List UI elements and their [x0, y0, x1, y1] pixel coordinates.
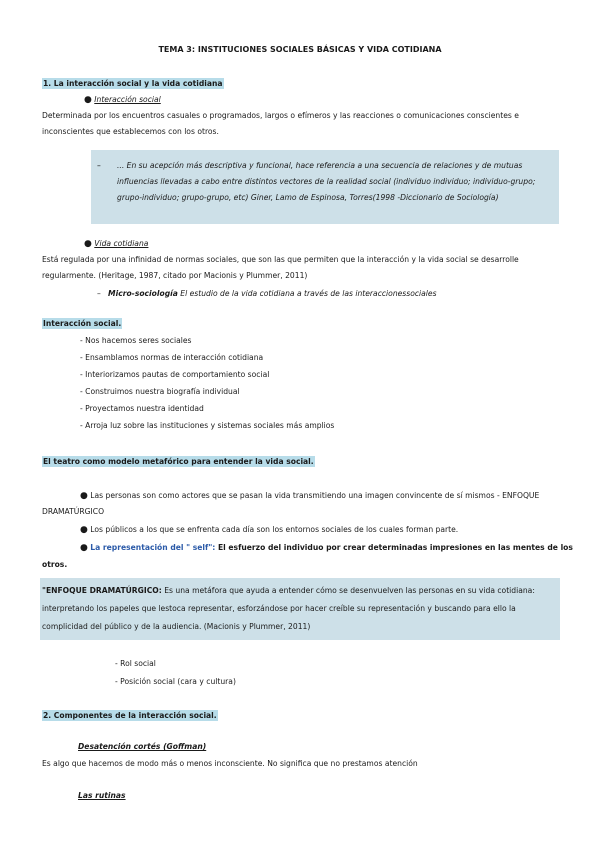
bullet-interaccion-social: ● Interacción social — [84, 95, 161, 105]
document-title: TEMA 3: INSTITUCIONES SOCIALES BÁSICAS Y VIDA COTIDIANA — [158, 45, 442, 54]
list-item: - Interiorizamos pautas de comportamiento social — [80, 370, 270, 379]
definition-line: "ENFOQUE DRAMATÚRGICO: Es una metáfora que ayuda a entender cómo se desenvuelven las personas en su vida cotidiana: — [42, 586, 535, 595]
list-item: - Rol social — [115, 659, 156, 668]
list-item: - Nos hacemos seres sociales — [80, 336, 192, 345]
paragraph-line: Está regulada por una infinidad de normas sociales, que son las que permiten que la interacción y la vida social se desarrolle — [42, 255, 519, 264]
section-heading-teatro: El teatro como modelo metafórico para entender la vida social. — [43, 457, 314, 466]
bullet-publicos: ● Los públicos a los que se enfrenta cada día son los entornos sociales de los cuales forman parte. — [80, 525, 459, 535]
quote-line: influencias llevadas a cabo entre distintos vectores de la realidad social (individuo individuo; individuo-grupo; — [117, 177, 536, 186]
definition-line: complicidad del público y de la audiencia. (Macionis y Plummer, 2011) — [42, 622, 311, 631]
definition-line: interpretando los papeles que lestoca representar, esforzándose por hacer creíble su representación y buscando para ello la — [42, 604, 516, 613]
paragraph-line: inconscientes que establecemos con los otros. — [42, 127, 219, 136]
bullet-dot-icon: ● — [80, 543, 88, 553]
paragraph-line: DRAMATÚRGICO — [42, 507, 105, 516]
list-item: - Proyectamos nuestra identidad — [80, 404, 204, 413]
section-heading-componentes: 2. Componentes de la interacción social. — [43, 711, 217, 720]
section-heading-interaccion-vida: 1. La interacción social y la vida cotidiana — [43, 79, 223, 88]
list-item: - Construimos nuestra biografía individual — [80, 387, 240, 396]
list-item: - Ensamblamos normas de interacción cotidiana — [80, 353, 264, 362]
list-item: - Arroja luz sobre las instituciones y sistemas sociales más amplios — [80, 421, 335, 430]
subheading-desatencion: Desatención cortés (Goffman) — [78, 742, 207, 751]
paragraph-line: Determinada por los encuentros casuales o programados, largos o efímeros y las reacciones o comunicaciones conscientes e — [42, 111, 519, 120]
list-item: - Posición social (cara y cultura) — [115, 677, 236, 686]
bullet-dot-icon: ● — [84, 95, 92, 105]
bullet-dot-icon: ● — [80, 491, 88, 501]
section-heading-interaccion-social: Interacción social. — [43, 319, 122, 328]
bullet-dot-icon: ● — [80, 525, 88, 535]
bullet-actores: ● Las personas son como actores que se pasan la vida transmitiendo una imagen convincente de sí mismos - ENFOQUE — [80, 491, 540, 501]
paragraph-line: Es algo que hacemos de modo más o menos inconsciente. No significa que no prestamos atención — [42, 759, 418, 768]
quote-line: grupo-individuo; grupo-grupo, etc) Giner, Lamo de Espinosa, Torres(1998 -Diccionario de Sociología) — [117, 193, 499, 202]
bullet-self: ● La representación del " self": El esfuerzo del individuo por crear determinadas impresiones en las mentes de los — [80, 543, 573, 553]
bullet-dot-icon: ● — [84, 239, 92, 249]
paragraph-line: regularmente. (Heritage, 1987, citado por Macionis y Plummer, 2011) — [42, 271, 308, 280]
quote-dash: – — [97, 161, 101, 170]
micro-sociologia-item: – Micro-sociología El estudio de la vida cotidiana a través de las interaccionessociales — [97, 289, 437, 298]
subheading-rutinas: Las rutinas — [78, 791, 126, 800]
paragraph-line: otros. — [42, 560, 68, 569]
bullet-vida-cotidiana: ● Vida cotidiana — [84, 239, 149, 249]
quote-line: ... En su acepción más descriptiva y funcional, hace referencia a una secuencia de relaciones y de mutuas — [117, 161, 523, 170]
